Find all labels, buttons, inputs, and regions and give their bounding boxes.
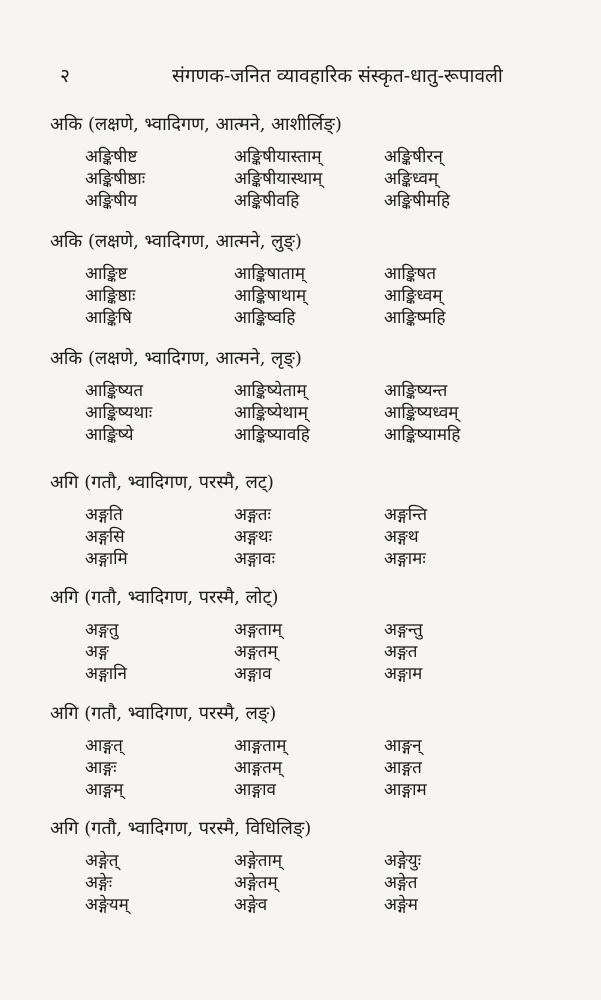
verb-form: अङ्गतु (85, 620, 119, 640)
verb-form: अङ्गत (384, 642, 418, 662)
verb-form: आङ्गत् (85, 736, 123, 756)
forms-grid (0, 619, 601, 685)
forms-row (0, 641, 601, 663)
verb-form: आङ्किष्महि (384, 308, 446, 328)
section-heading: अगि (गतौ, भ्वादिगण, परस्मै, लट्) (50, 472, 274, 493)
verb-form: आङ्गताम् (234, 736, 287, 756)
verb-form: आङ्किषि (85, 308, 132, 328)
forms-grid (0, 504, 601, 570)
verb-form: अङ्गन्ति (384, 505, 428, 525)
verb-form: अङ्गेयम् (85, 895, 129, 915)
forms-row (0, 894, 601, 916)
verb-form: अङ्किषीवहि (234, 191, 300, 211)
running-title: संगणक-जनित व्यावहारिक संस्कृत-धातु-रूपावली (172, 65, 503, 87)
verb-form: आङ्किष्यावहि (234, 425, 310, 445)
forms-grid (0, 380, 601, 446)
verb-form: अङ्गन्तु (384, 620, 423, 640)
verb-form: आङ्गः (85, 758, 117, 778)
forms-row (0, 190, 601, 212)
verb-form: आङ्किष्यन्त (384, 381, 448, 401)
verb-form: आङ्किषाताम् (234, 264, 306, 284)
verb-form: अङ्गसि (85, 527, 125, 547)
page-header (0, 62, 601, 92)
verb-form: अङ्गति (85, 505, 123, 525)
section-heading: अकि (लक्षणे, भ्वादिगण, आत्मने, लुङ्) (50, 231, 302, 252)
forms-row (0, 146, 601, 168)
verb-form: अङ्गाम (384, 664, 423, 684)
verb-form: आङ्गाम (384, 780, 427, 800)
forms-row (0, 548, 601, 570)
verb-form: अङ्गतम् (234, 642, 278, 662)
verb-form: अङ्गेत (384, 873, 418, 893)
verb-form: आङ्किष्यध्वम् (384, 403, 459, 423)
verb-form: अङ्गेः (85, 873, 113, 893)
forms-row (0, 663, 601, 685)
verb-form: अङ्गेताम् (234, 851, 283, 871)
verb-form: आङ्किध्वम् (384, 286, 443, 306)
verb-form: आङ्किष्ठाः (85, 286, 136, 306)
section-heading: अगि (गतौ, भ्वादिगण, परस्मै, लोट्) (50, 587, 279, 608)
forms-row (0, 263, 601, 285)
section-heading: अगि (गतौ, भ्वादिगण, परस्मै, लङ्) (50, 703, 277, 724)
verb-form: आङ्किष्यथाः (85, 403, 153, 423)
page-number: २ (60, 65, 70, 87)
verb-form: अङ्किषीमहि (384, 191, 450, 211)
verb-form: अङ्गेव (234, 895, 268, 915)
verb-form: अङ्ग (85, 642, 109, 662)
verb-form: आङ्किष्ये (85, 425, 134, 445)
verb-form: आङ्गत (384, 758, 422, 778)
verb-form: आङ्गन् (384, 736, 422, 756)
forms-row (0, 504, 601, 526)
verb-form: अङ्गेत् (85, 851, 119, 871)
forms-row (0, 619, 601, 641)
verb-form: अङ्गाव (234, 664, 272, 684)
forms-row (0, 424, 601, 446)
verb-form: अङ्किषीयास्ताम् (234, 147, 322, 167)
verb-form: आङ्किष्येताम् (234, 381, 307, 401)
verb-form: अङ्गेतम् (234, 873, 278, 893)
section-heading: अकि (लक्षणे, भ्वादिगण, आत्मने, लृङ्) (50, 348, 302, 369)
forms-row (0, 735, 601, 757)
forms-row (0, 168, 601, 190)
verb-form: अङ्गामः (384, 549, 426, 569)
verb-form: आङ्गाव (234, 780, 276, 800)
verb-form: आङ्किषत (384, 264, 437, 284)
verb-form: आङ्किष्वहि (234, 308, 296, 328)
forms-grid (0, 735, 601, 801)
forms-row (0, 779, 601, 801)
verb-form: आङ्किष्ट (85, 264, 128, 284)
verb-form: अङ्गामि (85, 549, 128, 569)
verb-form: आङ्किषाथाम् (234, 286, 307, 306)
verb-form: अङ्किषीय (85, 191, 138, 211)
forms-row (0, 872, 601, 894)
verb-form: आङ्गम् (85, 780, 124, 800)
verb-form: अङ्गेयुः (384, 851, 422, 871)
verb-form: अङ्गावः (234, 549, 276, 569)
verb-form: अङ्गताम् (234, 620, 283, 640)
verb-form: आङ्किष्यत (85, 381, 144, 401)
verb-form: अङ्किध्वम् (384, 169, 439, 189)
section-heading: अकि (लक्षणे, भ्वादिगण, आत्मने, आशीर्लिङ्) (50, 114, 342, 135)
verb-form: आङ्किष्येथाम् (234, 403, 308, 423)
verb-form: अङ्किषीष्ठाः (85, 169, 146, 189)
forms-grid (0, 146, 601, 212)
forms-grid (0, 263, 601, 329)
verb-form: अङ्गेम (384, 895, 418, 915)
verb-form: अङ्गतः (234, 505, 271, 525)
verb-form: अङ्किषीरन् (384, 147, 443, 167)
forms-row (0, 285, 601, 307)
forms-row (0, 757, 601, 779)
section-heading: अगि (गतौ, भ्वादिगण, परस्मै, विधिलिङ्) (50, 818, 312, 839)
verb-form: अङ्गथ (384, 527, 419, 547)
verb-form: अङ्किषीष्ट (85, 147, 138, 167)
forms-row (0, 402, 601, 424)
verb-form: अङ्किषीयास्थाम् (234, 169, 323, 189)
forms-row (0, 850, 601, 872)
verb-form: आङ्गतम् (234, 758, 282, 778)
forms-grid (0, 850, 601, 916)
verb-form: अङ्गानि (85, 664, 127, 684)
forms-row (0, 526, 601, 548)
verb-form: आङ्किष्यामहि (384, 425, 461, 445)
verb-form: अङ्गथः (234, 527, 273, 547)
forms-row (0, 307, 601, 329)
forms-row (0, 380, 601, 402)
